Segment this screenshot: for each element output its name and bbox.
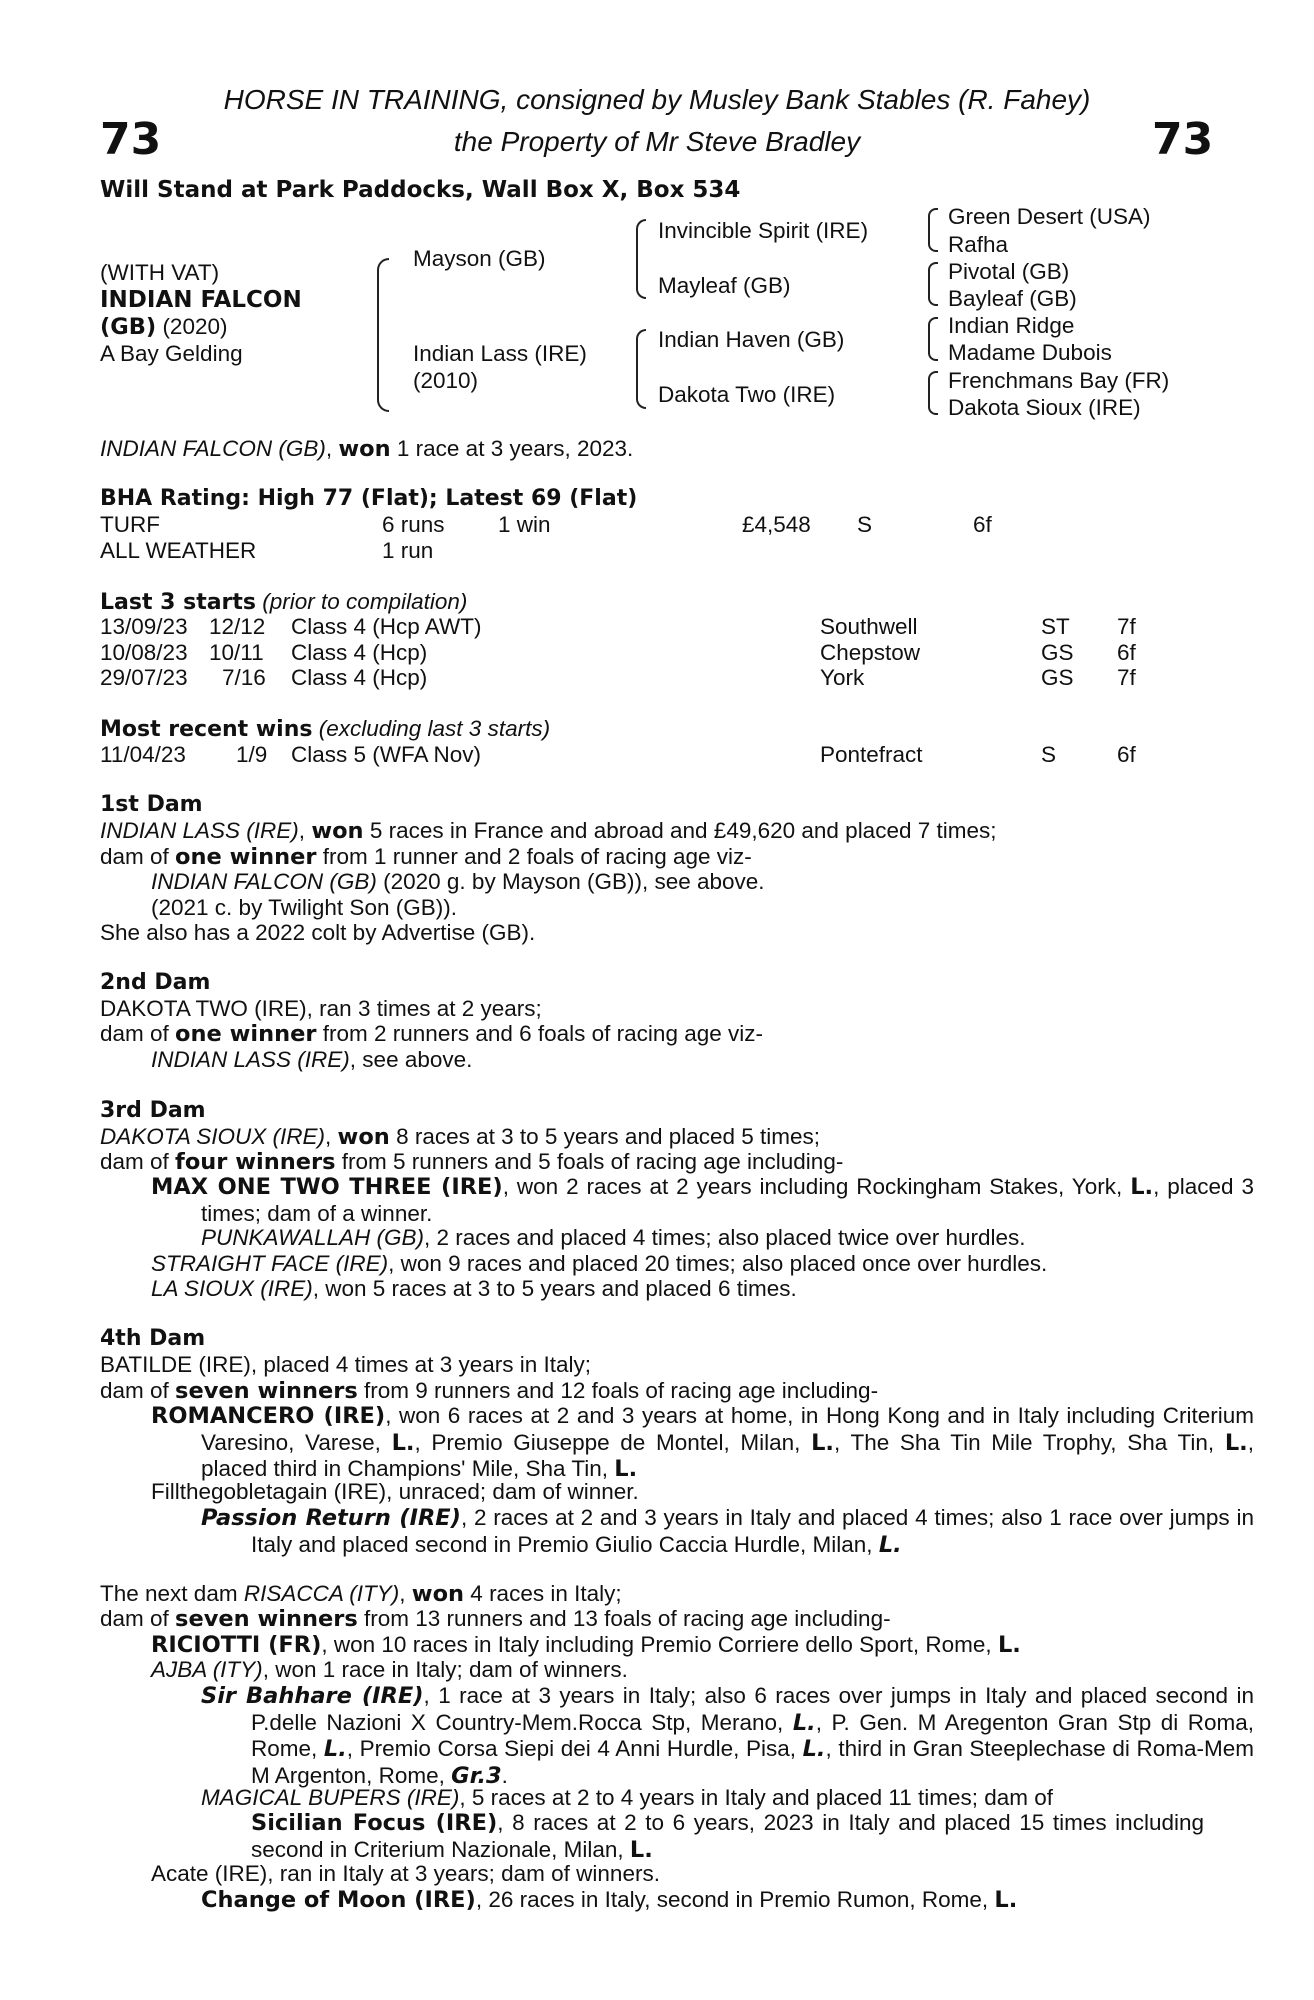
table-row-going: S [1041,742,1057,767]
table-row-date: 11/04/23 [100,742,186,767]
fourth-dam-record: BATILDE (IRE), placed 4 times at 3 years in Italy; [100,1352,592,1377]
table-row-pos: 12/12 [209,614,266,639]
table-row-date: 10/08/23 [100,640,188,665]
last3-title: Last 3 starts (prior to compilation) [100,589,468,615]
first-dam-produce: dam of one winner from 1 runner and 2 foals of racing age viz- [100,844,752,870]
rating-surface-aw: ALL WEATHER [100,538,257,563]
second-dam-produce: dam of one winner from 2 runners and 6 foals of racing age viz- [100,1021,763,1047]
table-row-dist: 6f [1117,640,1136,665]
owner-line: the Property of Mr Steve Bradley [453,126,861,157]
next-dam-record: The next dam RISACCA (ITY), won 4 races in Italy; [100,1581,622,1607]
table-row-date: 29/07/23 [100,665,188,690]
vat-label: (WITH VAT) [100,260,220,285]
pedigree-brace [377,258,389,412]
grandsire-3: Indian Ridge [948,313,1075,338]
table-row-class: Class 4 (Hcp) [291,665,428,690]
third-dam-produce: dam of four winners from 5 runners and 5 foals of racing age including- [100,1149,844,1175]
rating-runs-aw: 1 run [382,538,434,563]
horse-name: INDIAN FALCON [100,287,302,313]
race-summary: INDIAN FALCON (GB), won 1 race at 3 years, 2023. [100,436,634,462]
g-brace-4 [928,371,938,415]
fourth-dam-title: 4th Dam [100,1326,206,1351]
g-brace-2 [928,262,938,306]
first-dam-note: She also has a 2022 colt by Advertise (GB). [100,920,536,945]
second-dam-record: DAKOTA TWO (IRE), ran 3 times at 2 years; [100,996,542,1021]
rating-wins-turf: 1 win [498,512,551,537]
third-dam-record: DAKOTA SIOUX (IRE), won 8 races at 3 to 5 years and placed 5 times; [100,1124,821,1150]
table-row-going: GS [1041,665,1074,690]
dam-sire: Indian Haven (GB) [658,327,845,352]
table-row-course: York [820,665,865,690]
table-row-pos: 10/11 [209,640,264,665]
next-dam-produce: dam of seven winners from 13 runners and 13 foals of racing age including- [100,1606,891,1632]
granddam-1: Rafha [948,232,1009,257]
grandsire-2: Pivotal (GB) [948,259,1070,284]
table-row-date: 13/09/23 [100,614,188,639]
dam-year: (2010) [413,368,479,393]
first-dam-title: 1st Dam [100,792,203,817]
stand-location: Will Stand at Park Paddocks, Wall Box X, Box 534 [100,177,741,203]
sire-dam: Mayleaf (GB) [658,273,791,298]
table-row-course: Pontefract [820,742,923,767]
sire-brace [636,219,646,299]
sire-sire: Invincible Spirit (IRE) [658,218,869,243]
dam-brace [636,329,646,409]
sire: Mayson (GB) [413,246,546,271]
third-dam-entry-4: LA SIOUX (IRE), won 5 races at 3 to 5 years and placed 6 times. [151,1276,797,1301]
bha-rating-title: BHA Rating: High 77 (Flat); Latest 69 (Flat) [100,486,638,511]
recent-wins-title: Most recent wins (excluding last 3 starts) [100,716,551,742]
horse-description: A Bay Gelding [100,341,243,366]
table-row-dist: 7f [1117,665,1136,690]
consignor-line: HORSE IN TRAINING, consigned by Musley Bank Stables (R. Fahey) [223,84,1091,115]
table-row-pos: 7/16 [222,665,266,690]
next-dam-entry-4: MAGICAL BUPERS (IRE), 5 races at 2 to 4 years in Italy and placed 11 times; dam of [201,1785,1054,1810]
granddam-3: Madame Dubois [948,340,1112,365]
next-dam-entry-3: Sir Bahhare (IRE), 1 race at 3 years in Italy; also 6 races over jumps in Italy and placed second in P.delle Nazioni X Country-Mem.Rocca Stp, Merano, L., P. Gen. M Aregenton Gran Stp di Roma, Rome, L., Premio Corsa Siepi dei 4 Anni Hurdle, Pisa, L., third in Gran Steeplechase di Roma-Mem M Argenton, Rome, Gr.3. [201,1683,1255,1789]
first-dam-record: INDIAN LASS (IRE), won 5 races in France and abroad and £49,620 and placed 7 times; [100,818,997,844]
grandsire-4: Frenchmans Bay (FR) [948,368,1170,393]
second-dam-foal-1: INDIAN LASS (IRE), see above. [151,1047,473,1072]
next-dam-entry-2: AJBA (ITY), won 1 race in Italy; dam of winners. [151,1657,628,1682]
next-dam-entry-5: Sicilian Focus (IRE), 8 races at 2 to 6 years, 2023 in Italy and placed 15 times including second in Criterium Nazionale, Milan, L. [251,1810,1205,1863]
table-row-course: Southwell [820,614,918,639]
dam: Indian Lass (IRE) [413,341,587,366]
next-dam-entry-7: Change of Moon (IRE), 26 races in Italy, second in Premio Rumon, Rome, L. [201,1887,1018,1913]
granddam-4: Dakota Sioux (IRE) [948,395,1141,420]
table-row-class: Class 5 (WFA Nov) [291,742,482,767]
third-dam-entry-1: MAX ONE TWO THREE (IRE), won 2 races at 2 years including Rockingham Stakes, York, L., placed 3 times; dam of a winner. [151,1174,1254,1226]
lot-number-left: 73 [100,114,162,165]
rating-runs-turf: 6 runs [382,512,445,537]
first-dam-foal-2: (2021 c. by Twilight Son (GB)). [151,895,457,920]
third-dam-title: 3rd Dam [100,1098,206,1123]
first-dam-foal-1: INDIAN FALCON (GB) (2020 g. by Mayson (GB)), see above. [151,869,765,894]
fourth-dam-produce: dam of seven winners from 9 runners and 12 foals of racing age including- [100,1378,879,1404]
table-row-going: ST [1041,614,1070,639]
rating-prize-turf: £4,548 [742,512,811,537]
grandsire-1: Green Desert (USA) [948,204,1151,229]
fourth-dam-entry-2: Fillthegobletagain (IRE), unraced; dam of winner. [151,1479,639,1504]
g-brace-1 [928,208,938,252]
lot-number-right: 73 [1152,114,1214,165]
rating-surface-turf: TURF [100,512,160,537]
table-row-class: Class 4 (Hcp AWT) [291,614,482,639]
table-row-course: Chepstow [820,640,921,665]
next-dam-entry-1: RICIOTTI (FR), won 10 races in Italy including Premio Corriere dello Sport, Rome, L. [151,1632,1021,1658]
table-row-pos: 1/9 [236,742,268,767]
dam-dam: Dakota Two (IRE) [658,382,836,407]
table-row-class: Class 4 (Hcp) [291,640,428,665]
next-dam-entry-6: Acate (IRE), ran in Italy at 3 years; dam of winners. [151,1861,660,1886]
rating-going-turf: S [857,512,873,537]
table-row-dist: 7f [1117,614,1136,639]
third-dam-entry-2: PUNKAWALLAH (GB), 2 races and placed 4 times; also placed twice over hurdles. [201,1225,1026,1250]
g-brace-3 [928,317,938,361]
table-row-going: GS [1041,640,1074,665]
fourth-dam-entry-1: ROMANCERO (IRE), won 6 races at 2 and 3 years at home, in Hong Kong and in Italy including Criterium Varesino, Varese, L., Premio Giuseppe de Montel, Milan, L., The Sha Tin Mile Trophy, Sha Tin, L., placed third in Champions' Mile, Sha Tin, L. [151,1403,1254,1482]
third-dam-entry-3: STRAIGHT FACE (IRE), won 9 races and placed 20 times; also placed once over hurdles. [151,1251,1048,1276]
horse-country-year: (GB) (2020) [100,314,228,340]
rating-dist-turf: 6f [973,512,992,537]
fourth-dam-entry-3: Passion Return (IRE), 2 races at 2 and 3 years in Italy and placed 4 times; also 1 race over jumps in Italy and placed second in Premio Giulio Caccia Hurdle, Milan, L. [201,1505,1254,1558]
table-row-dist: 6f [1117,742,1136,767]
granddam-2: Bayleaf (GB) [948,286,1077,311]
second-dam-title: 2nd Dam [100,970,211,995]
